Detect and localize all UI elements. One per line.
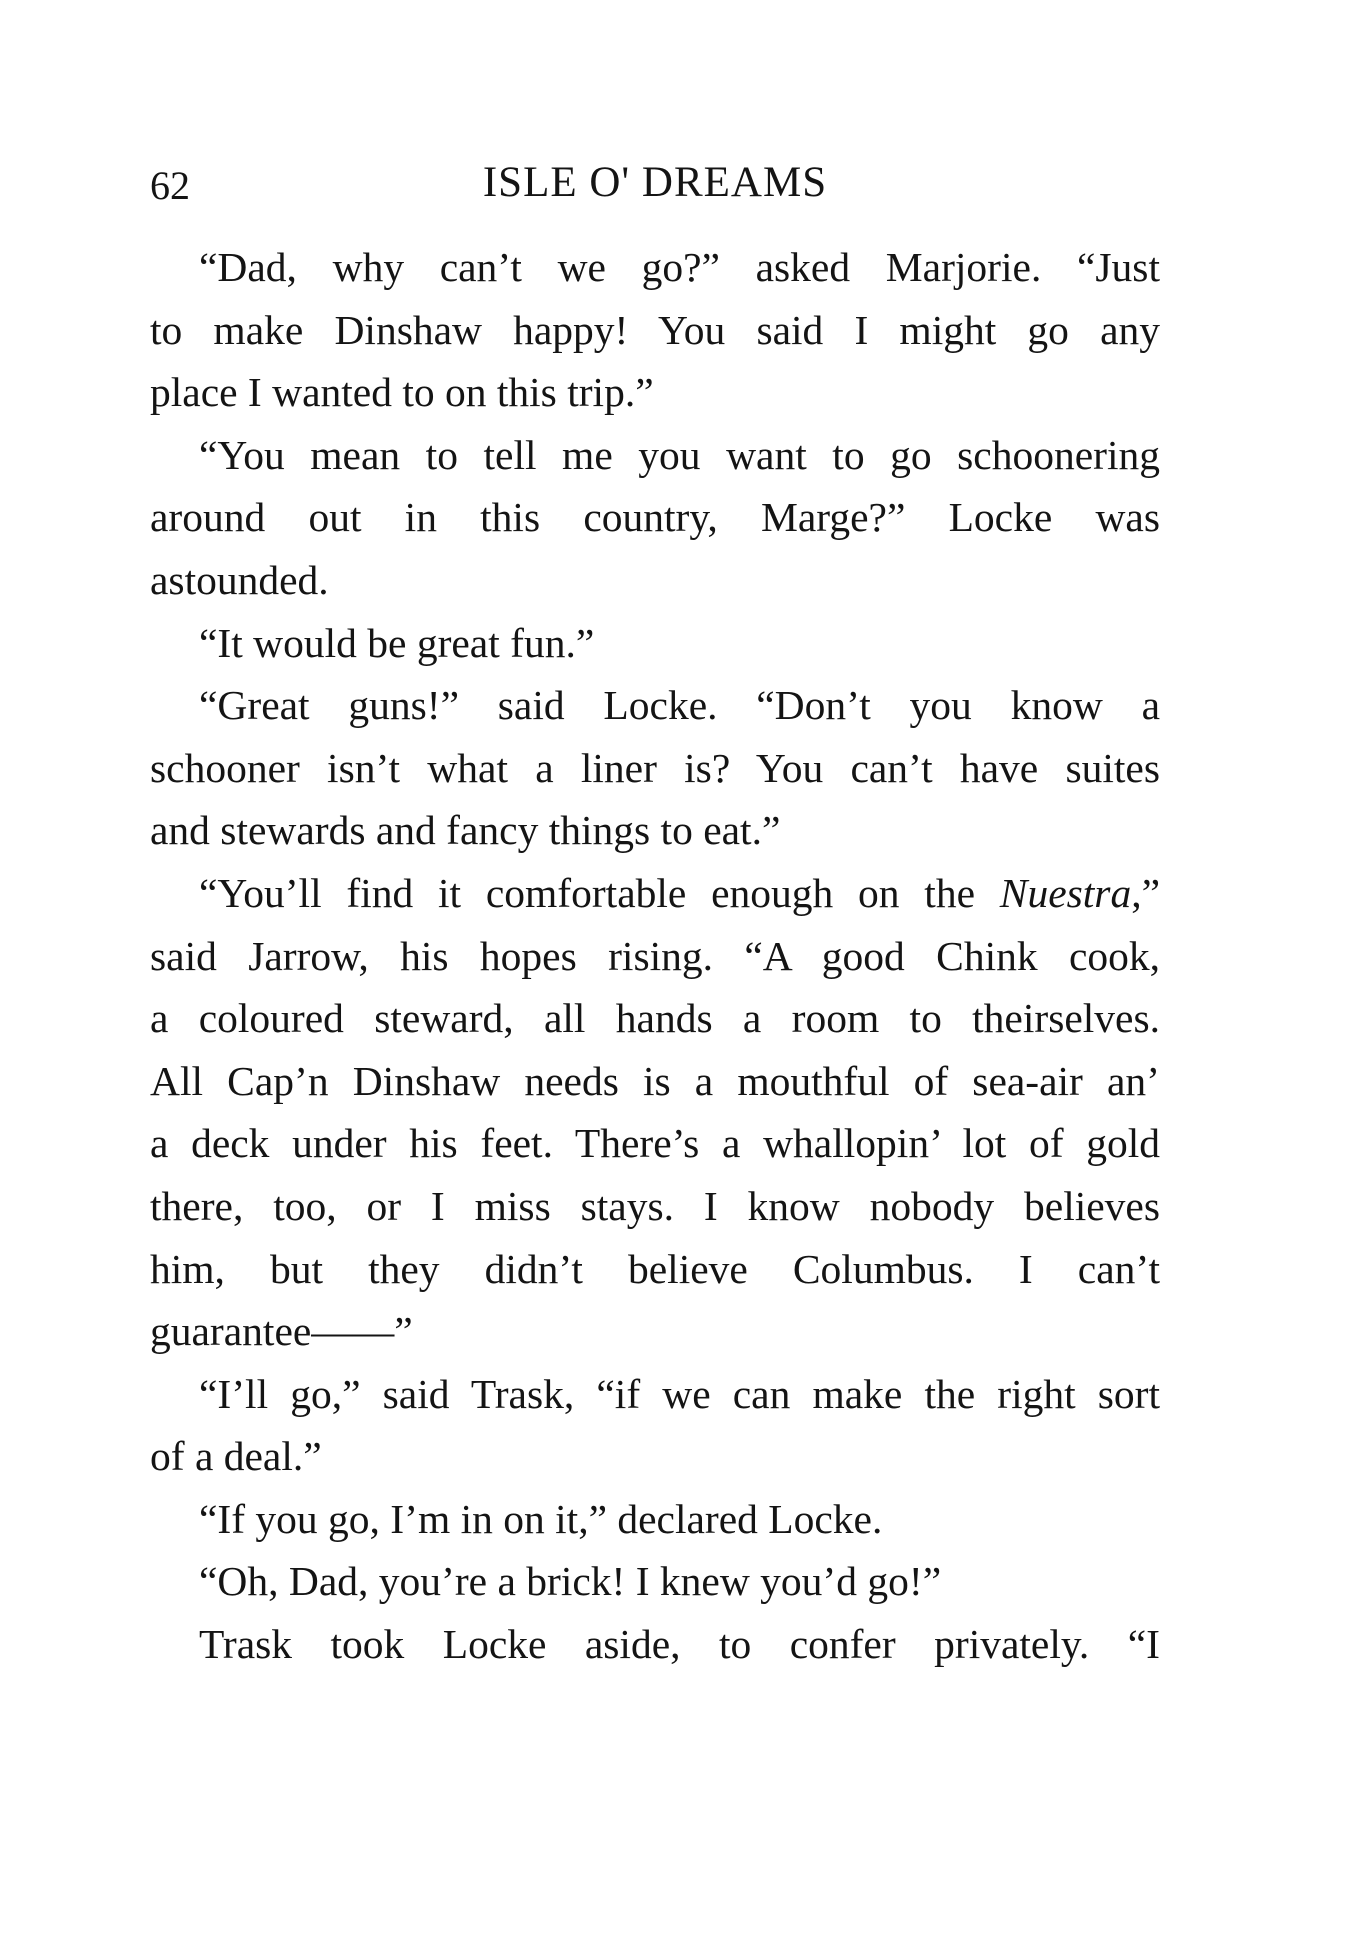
text-line: “If you go, I’m in on it,” declared Locke. — [199, 1495, 883, 1542]
text-line: a coloured steward, all hands a room to theirselves. — [150, 995, 1160, 1042]
paragraph — [150, 1613, 1160, 1676]
paragraph — [150, 1488, 1160, 1551]
text-line: and stewards and fancy things to eat.” — [150, 807, 781, 854]
paragraph — [150, 1550, 1160, 1613]
text-line: there, too, or I miss stays. I know nobody believes — [150, 1182, 1160, 1229]
text-line: “Oh, Dad, you’re a brick! I knew you’d go!” — [199, 1558, 942, 1605]
ship-name: Nuestra — [999, 869, 1132, 916]
paragraph — [150, 862, 1160, 1363]
text-line: him, but they didn’t believe Columbus. I can’t — [150, 1245, 1160, 1292]
text-run: ,” — [1131, 869, 1160, 916]
page-number: 62 — [150, 163, 190, 208]
running-head: ISLE O' DREAMS — [482, 159, 828, 206]
text-line: said Jarrow, his hopes rising. “A good Chink cook, — [150, 932, 1160, 979]
text-line: “I’ll go,” said Trask, “if we can make the right sort — [199, 1370, 1160, 1417]
text-line: “You mean to tell me you want to go schoonering — [199, 431, 1160, 478]
paragraph — [150, 236, 1160, 424]
text-line: to make Dinshaw happy! You said I might go any — [150, 306, 1160, 353]
paragraph — [150, 424, 1160, 612]
text-line: “Dad, why can’t we go?” asked Marjorie. “Just — [199, 244, 1160, 290]
text-line: Trask took Locke aside, to confer privately. “I — [199, 1621, 1160, 1668]
text-line: schooner isn’t what a liner is? You can’t have suites — [150, 744, 1160, 791]
text-line: a deck under his feet. There’s a whallopin’ lot of gold — [150, 1120, 1160, 1167]
text-line: around out in this country, Marge?” Locke was — [150, 494, 1160, 541]
body-text — [150, 236, 1160, 1676]
text-line: “Great guns!” said Locke. “Don’t you know a — [199, 682, 1160, 729]
book-page — [150, 158, 1160, 1676]
paragraph — [150, 612, 1160, 675]
text-line: astounded. — [150, 556, 329, 603]
text-line: All Cap’n Dinshaw needs is a mouthful of sea-air an’ — [150, 1057, 1160, 1104]
paragraph — [150, 1363, 1160, 1488]
text-line: place I wanted to on this trip.” — [150, 369, 654, 416]
text-line: of a deal.” — [150, 1433, 322, 1480]
paragraph — [150, 674, 1160, 862]
text-line: guarantee——” — [150, 1308, 413, 1355]
text-line: “It would be great fun.” — [199, 619, 595, 666]
text-line — [150, 862, 1160, 925]
text-run: “You’ll find it comfortable enough on the — [199, 869, 1000, 916]
page-header — [150, 158, 1160, 222]
